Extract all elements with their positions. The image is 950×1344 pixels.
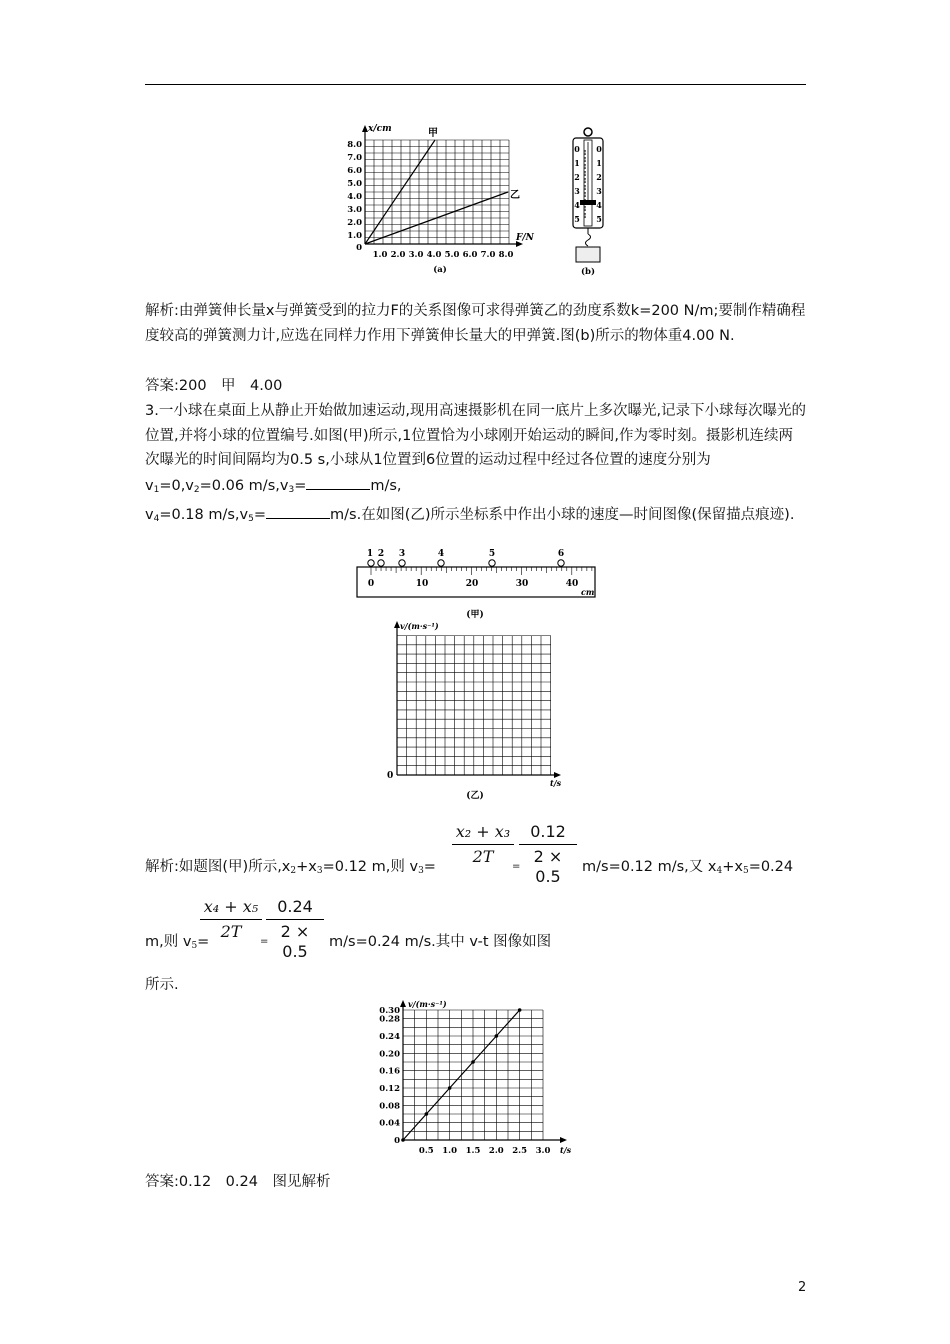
ball-6 [558,560,564,566]
fraction-012-over-2x05: 0.12 2 × 0.5 [519,822,577,887]
fa-xtick: 3.0 [408,250,424,260]
vt-x-tick: 1.0 [442,1146,458,1156]
header-rule [145,84,806,85]
figure-b-spring-scale [560,122,620,282]
yi-origin: 0 [387,771,394,781]
figure-yi-empty-grid [380,618,580,803]
ball-label: 6 [557,549,565,559]
fa-ytick: 2.0 [347,218,362,228]
fa-ytick: 7.0 [347,153,362,163]
vt-y-tick: 0.20 [379,1049,400,1060]
vt-y-tick: 0.08 [379,1101,400,1112]
vt-x-tick: 1.5 [465,1146,481,1156]
eq-sign-1: = [512,861,521,872]
ruler-tick-label: 30 [515,579,529,589]
vt-x-tick: 2.0 [488,1146,504,1156]
vt-data-point [448,1086,452,1090]
fb-left-num: 3 [574,186,580,196]
fa-xtick: 7.0 [480,250,496,260]
solution-line-2-pre: m,则 $v_5=$ [145,934,210,951]
ball-label: 1 [366,549,374,559]
fa-xtick: 8.0 [498,250,514,260]
fa-ytick: 8.0 [347,140,362,150]
page-number: 2 [798,1280,807,1295]
ruler-tick-label: 0 [367,579,375,589]
ball-1 [368,560,374,566]
fa-ytick: 6.0 [347,166,362,176]
fb-right-num: 4 [596,200,602,210]
figure-a-spring-graph [340,120,540,280]
ruler-unit: cm [581,587,595,597]
fa-ytick: 1.0 [347,231,362,241]
vt-y-tick: 0.30 [379,1006,400,1016]
fa-ytick: 4.0 [347,192,362,202]
vt-y-tick: 0.28 [379,1014,400,1025]
ball-2 [378,560,384,566]
vt-y-tick: 0.16 [379,1066,400,1077]
solution-line-1-post: m/s=0.12 m/s,又 $x_4+x_5=0.24$ [582,859,794,876]
fa-xtick: 2.0 [390,250,406,260]
fa-caption: (a) [433,265,447,275]
fa-xtick: 1.0 [372,250,388,260]
question-3: 3.一小球在桌面上从静止开始做加速运动,现用高速摄影机在同一底片上多次曝光,记录下小球每次曝光的位置,并将小球的位置编号.如图(甲)所示,1位置恰为小球刚开始运动的瞬间,作为零时刻。摄影机连续两次曝光的时间间隔均为0.5 s,小球从1位置到6位置的运动过程中经过各位置的速度分别为$v_1=0,v_2=0.06$ $m/s,v_3= m/s$, $v_4=0.18$ $m/s,v_5= m/s$.在如图(乙)所示坐标系中作出小球的速度—时间图像(保留描点痕迹). [145,403,807,524]
ball-4 [438,560,444,566]
fb-right-num: 3 [596,186,602,196]
fb-right-num: 0 [596,144,602,154]
y-axis-label: x/cm [368,124,392,134]
ruler-tick-label: 20 [465,579,479,589]
ruler-tick-label: 40 [565,579,579,589]
vt-data-point [471,1060,475,1064]
fraction-x2-x3-over-2T: x₂ + x₃ 2T [452,822,514,867]
fb-right-num: 2 [596,172,602,182]
fb-right-num: 5 [596,214,602,224]
fa-ytick: 3.0 [347,205,362,215]
fb-left-num: 4 [574,200,580,210]
answer2-answer: 答案:200 甲 4.00 [145,378,283,394]
fa-ytick: 5.0 [347,179,362,189]
ball-5 [489,560,495,566]
yi-y-label: v/(m·s⁻¹) [400,621,439,631]
answer2-analysis: 解析:由弹簧伸长量x与弹簧受到的拉力F的关系图像可求得弹簧乙的劲度系数k=200 N/m;要制作精确程度较高的弹簧测力计,应选在同样力作用下弹簧伸长量大的甲弹簧.图(b)所示的物体重4.00 N. [145,303,806,344]
vt-data-point [495,1034,499,1038]
figure-jia-ruler [355,545,600,625]
fb-left-num: 0 [574,144,580,154]
ruler-tick-label: 10 [415,579,429,589]
vt-y-label: v/(m·s⁻¹) [408,999,447,1009]
eq-sign-2: = [260,936,269,947]
fb-left-num: 5 [574,214,580,224]
solution-line-2-post: m/s=0.24 m/s.其中 v-t 图像如图 [329,934,552,950]
vt-y-tick: 0.24 [379,1032,400,1042]
ball-label: 5 [488,549,496,559]
fb-right-num: 1 [596,158,602,168]
solution-line-3: 所示. [145,977,179,993]
x-axis-label: F/N [516,233,534,243]
final-answer: 答案:0.12 0.24 图见解析 [145,1174,331,1190]
label-yi: 乙 [510,190,520,201]
label-jia: 甲 [428,128,438,139]
fa-xtick: 6.0 [462,250,478,260]
vt-x-tick: 3.0 [535,1146,551,1156]
fraction-024-over-2x05: 0.24 2 × 0.5 [266,897,324,962]
vt-y-tick: 0.04 [379,1118,400,1129]
fb-caption: (b) [581,267,595,277]
vt-x-tick: 2.5 [512,1146,528,1156]
ball-label: 2 [377,549,385,559]
fb-left-num: 2 [574,172,580,182]
ruler-caption: (甲) [466,610,484,620]
vt-data-point [401,1138,405,1142]
fb-left-num: 1 [574,158,580,168]
fa-xtick: 4.0 [426,250,442,260]
ball-label: 4 [437,549,445,559]
ball-3 [399,560,405,566]
vt-data-point [425,1112,429,1116]
vt-answer-chart [372,995,582,1160]
vt-data-point [518,1008,522,1012]
vt-x-tick: 0.5 [418,1146,434,1156]
ball-label: 3 [398,549,406,559]
fa-xtick: 5.0 [444,250,460,260]
fa-ytick: 0 [356,243,362,253]
fraction-x4-x5-over-2T: x₄ + x₅ 2T [200,897,262,942]
solution-line-1-pre: 解析:如题图(甲)所示$,x_2+x_3=0.12$ m,则 $v_3=$ [145,859,436,876]
yi-x-label: t/s [550,778,562,788]
blank-v5[interactable] [266,502,330,519]
vt-y-tick: 0 [394,1136,400,1146]
vt-x-label: t/s [560,1145,572,1155]
vt-y-tick: 0.12 [379,1084,400,1094]
blank-v3[interactable] [306,473,370,490]
yi-caption: (乙) [466,791,484,801]
